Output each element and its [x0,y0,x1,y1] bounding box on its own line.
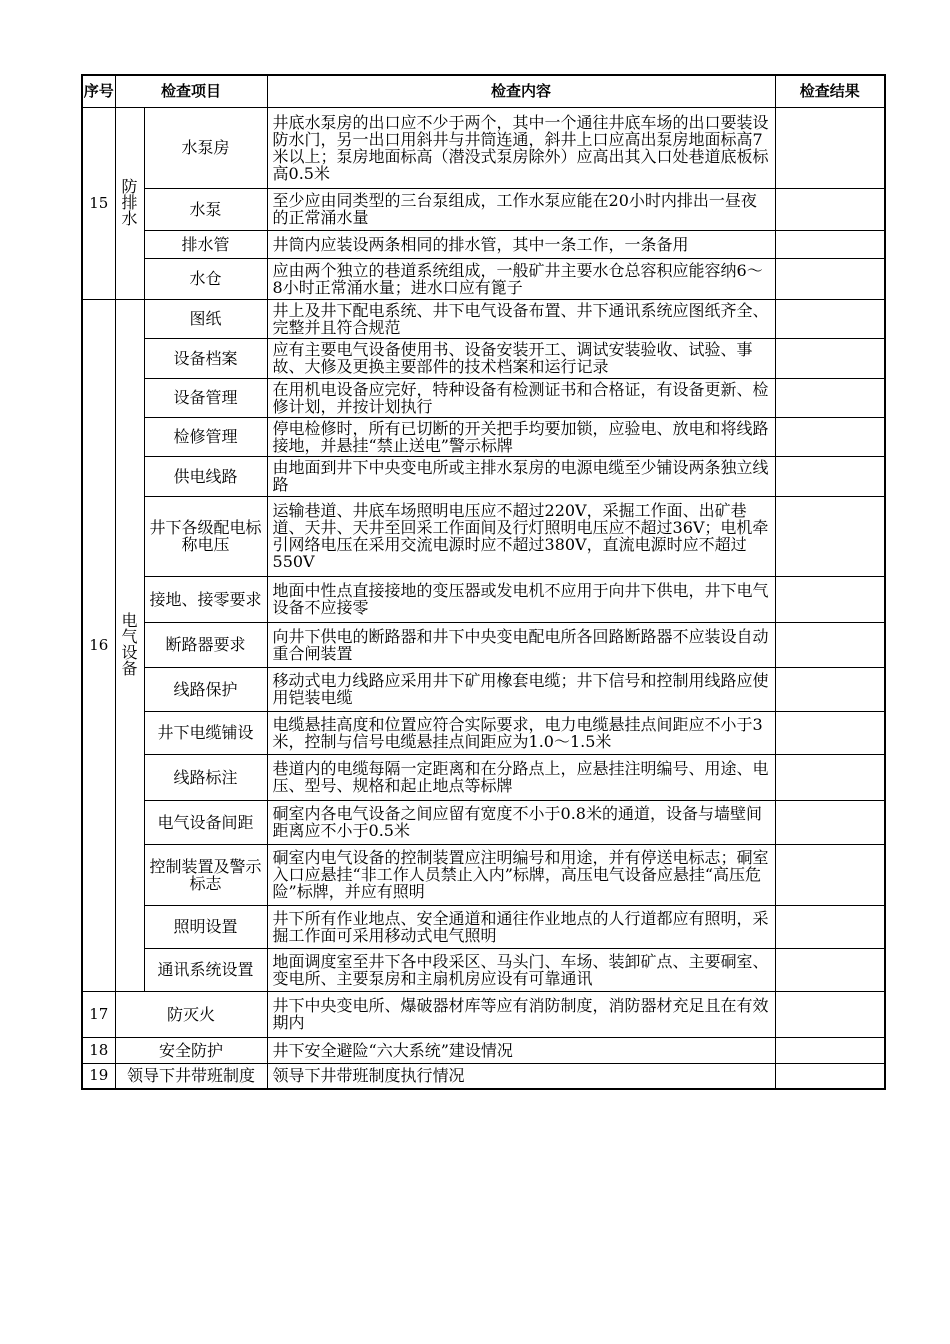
content-cell: 井底水泵房的出口应不少于两个，其中一个通往井底车场的出口要装设防水门，另一出口用斜井与井筒连通，斜井上口应高出泵房地面标高7米以上；泵房地面标高（潜没式泵房除外）应高出其入口处巷道底板标高0.5米 [267,107,775,188]
item-cell: 照明设置 [144,905,267,948]
header-no: 序号 [82,75,115,107]
content-cell: 在用机电设备应完好，特种设备有检测证书和合格证，有设备更新、检修计划，并按计划执行 [267,378,775,417]
result-cell [775,1037,885,1063]
section-number: 17 [82,991,115,1037]
result-cell [775,188,885,230]
table-row [82,1063,885,1089]
content-cell: 由地面到井下中央变电所或主排水泵房的电源电缆至少铺设两条独立线路 [267,456,775,496]
result-cell [775,417,885,456]
content-cell: 停电检修时，所有已切断的开关把手均要加锁，应验电、放电和将线路接地，并悬挂“禁止送电”警示标牌 [267,417,775,456]
table-row [82,991,885,1037]
table-row [82,338,885,378]
result-cell [775,1063,885,1089]
item-cell: 电气设备间距 [144,800,267,844]
result-cell [775,456,885,496]
header-content: 检查内容 [267,75,775,107]
item-cell: 井下电缆铺设 [144,711,267,754]
content-cell: 硐室内各电气设备之间应留有宽度不小于0.8米的通道，设备与墙壁间距离应不小于0.5米 [267,800,775,844]
item-cell: 水泵房 [144,107,267,188]
content-cell: 电缆悬挂高度和位置应符合实际要求，电力电缆悬挂点间距应不小于3米，控制与信号电缆悬挂点间距应为1.0～1.5米 [267,711,775,754]
result-cell [775,711,885,754]
result-cell [775,622,885,667]
table-row [82,230,885,258]
header-row [82,75,885,107]
table-row [82,754,885,800]
section-number: 18 [82,1037,115,1063]
content-cell: 巷道内的电缆每隔一定距离和在分路点上，应悬挂注明编号、用途、电压、型号、规格和起止地点等标牌 [267,754,775,800]
result-cell [775,667,885,711]
result-cell [775,844,885,905]
table-row [82,456,885,496]
content-cell: 井下所有作业地点、安全通道和通往作业地点的人行道都应有照明，采掘工作面可采用移动式电气照明 [267,905,775,948]
content-cell: 地面中性点直接接地的变压器或发电机不应用于向井下供电，井下电气设备不应接零 [267,576,775,622]
item-cell: 防灭火 [115,991,267,1037]
result-cell [775,378,885,417]
result-cell [775,496,885,576]
section-number: 15 [82,107,115,299]
result-cell [775,230,885,258]
header-result: 检查结果 [775,75,885,107]
item-cell: 供电线路 [144,456,267,496]
item-cell: 水仓 [144,258,267,299]
item-cell: 井下各级配电标称电压 [144,496,267,576]
result-cell [775,754,885,800]
table-row [82,378,885,417]
content-cell: 领导下井带班制度执行情况 [267,1063,775,1089]
item-cell: 控制装置及警示标志 [144,844,267,905]
content-cell: 井下安全避险“六大系统”建设情况 [267,1037,775,1063]
result-cell [775,107,885,188]
result-cell [775,299,885,338]
table-row [82,622,885,667]
item-cell: 线路保护 [144,667,267,711]
table-row [82,576,885,622]
result-cell [775,905,885,948]
content-cell: 井下中央变电所、爆破器材库等应有消防制度，消防器材充足且在有效期内 [267,991,775,1037]
item-cell: 设备档案 [144,338,267,378]
item-cell: 断路器要求 [144,622,267,667]
content-cell: 地面调度室至井下各中段采区、马头门、车场、装卸矿点、主要硐室、变电所、主要泵房和主扇机房应设有可靠通讯 [267,948,775,991]
content-cell: 至少应由同类型的三台泵组成，工作水泵应能在20小时内排出一昼夜的正常涌水量 [267,188,775,230]
table-row [82,905,885,948]
item-cell: 设备管理 [144,378,267,417]
table-row [82,948,885,991]
item-cell: 通讯系统设置 [144,948,267,991]
table-row [82,258,885,299]
item-cell: 安全防护 [115,1037,267,1063]
item-cell: 领导下井带班制度 [115,1063,267,1089]
table-row [82,496,885,576]
item-cell: 图纸 [144,299,267,338]
item-cell: 排水管 [144,230,267,258]
result-cell [775,576,885,622]
content-cell: 向井下供电的断路器和井下中央变电配电所各回路断路器不应装设自动重合闸装置 [267,622,775,667]
content-cell: 硐室内电气设备的控制装置应注明编号和用途，并有停送电标志；硐室入口应悬挂“非工作人员禁止入内”标牌，高压电气设备应悬挂“高压危险”标牌，并应有照明 [267,844,775,905]
content-cell: 井筒内应装设两条相同的排水管，其中一条工作，一条备用 [267,230,775,258]
result-cell [775,800,885,844]
content-cell: 应由两个独立的巷道系统组成，一般矿井主要水仓总容积应能容纳6～8小时正常涌水量；进水口应有篦子 [267,258,775,299]
content-cell: 井上及井下配电系统、井下电气设备布置、井下通讯系统应图纸齐全、完整并且符合规范 [267,299,775,338]
result-cell [775,948,885,991]
section-number: 16 [82,299,115,991]
content-cell: 运输巷道、井底车场照明电压应不超过220V，采掘工作面、出矿巷道、天井、天井至回采工作面间及行灯照明电压应不超过36V；电机牵引网络电压在采用交流电源时应不超过380V，直流电源时应不超过550V [267,496,775,576]
category-cell: 防排水 [115,107,144,299]
table-row [82,188,885,230]
table-row [82,107,885,188]
table-row [82,417,885,456]
content-cell: 移动式电力线路应采用井下矿用橡套电缆；井下信号和控制用线路应使用铠装电缆 [267,667,775,711]
result-cell [775,258,885,299]
table-row [82,711,885,754]
table-row [82,844,885,905]
result-cell [775,338,885,378]
content-cell: 应有主要电气设备使用书、设备安装开工、调试安装验收、试验、事故、大修及更换主要部件的技术档案和运行记录 [267,338,775,378]
table-row [82,299,885,338]
item-cell: 检修管理 [144,417,267,456]
section-number: 19 [82,1063,115,1089]
result-cell [775,991,885,1037]
table-row [82,667,885,711]
inspection-table [81,74,886,1090]
category-cell: 电气设备 [115,299,144,991]
item-cell: 接地、接零要求 [144,576,267,622]
header-item: 检查项目 [115,75,267,107]
item-cell: 线路标注 [144,754,267,800]
table-row [82,800,885,844]
table-row [82,1037,885,1063]
item-cell: 水泵 [144,188,267,230]
